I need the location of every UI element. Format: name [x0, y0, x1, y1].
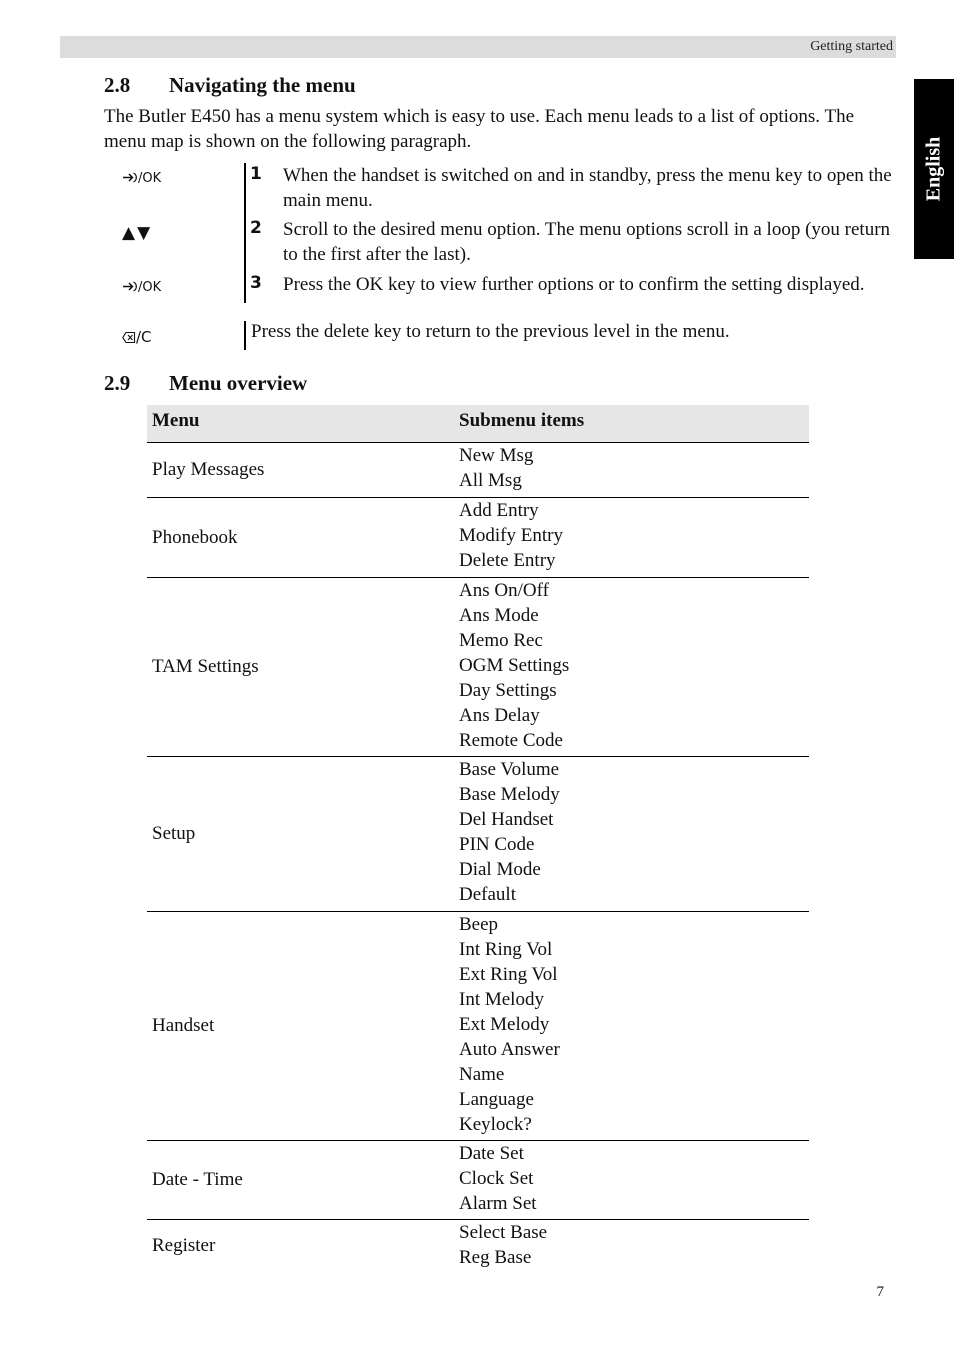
- note-divider: [244, 321, 246, 350]
- language-tab: [914, 79, 954, 259]
- submenu-item: Base Melody: [459, 784, 560, 805]
- submenu-item: Ans Mode: [459, 605, 539, 626]
- table-row: [147, 912, 809, 1141]
- key-label: /C: [136, 328, 152, 346]
- page-number: 7: [876, 1284, 884, 1300]
- submenu-item: New Msg: [459, 445, 534, 466]
- step-text: When the handset is switched on and in standby, press the menu key to open the main menu.: [283, 165, 892, 211]
- submenu-item: Language: [459, 1089, 534, 1110]
- table-row: [147, 443, 809, 498]
- submenu-item: All Msg: [459, 470, 522, 491]
- delete-key-icon: [122, 328, 152, 346]
- key-label: /OK: [138, 171, 162, 186]
- step-text: Scroll to the desired menu option. The menu options scroll in a loop (you return to the first after the last).: [283, 219, 891, 265]
- table-row: [147, 1141, 809, 1220]
- section-title: Navigating the menu: [169, 73, 356, 97]
- submenu-item: Delete Entry: [459, 550, 556, 571]
- submenu-item: Date Set: [459, 1143, 524, 1164]
- running-header: [60, 36, 896, 58]
- submenu-item: Clock Set: [459, 1168, 534, 1189]
- submenu-item: Int Melody: [459, 989, 544, 1010]
- language-tab-label: English: [922, 136, 945, 202]
- submenu-item: Default: [459, 884, 516, 905]
- note-text: Press the delete key to return to the previous level in the menu.: [251, 321, 730, 342]
- submenu-item: Name: [459, 1064, 505, 1085]
- submenu-list: [459, 912, 560, 1137]
- submenu-item: Add Entry: [459, 500, 539, 521]
- enter-arrow-icon: [122, 171, 138, 184]
- submenu-item: Modify Entry: [459, 525, 563, 546]
- scroll-up-down-icon: [122, 223, 152, 243]
- submenu-item: Int Ring Vol: [459, 939, 553, 960]
- submenu-item: Keylock?: [459, 1114, 532, 1135]
- menu-cell: Date - Time: [152, 1169, 243, 1190]
- header-section-label: Getting started: [810, 39, 893, 54]
- submenu-item: Ans On/Off: [459, 580, 549, 601]
- submenu-item: Reg Base: [459, 1247, 532, 1268]
- table-header: [147, 405, 809, 443]
- column-header-submenu: Submenu items: [459, 410, 585, 431]
- submenu-item: Dial Mode: [459, 859, 541, 880]
- submenu-item: Ext Melody: [459, 1014, 550, 1035]
- table-row: [147, 757, 809, 912]
- section-title: Menu overview: [169, 371, 308, 395]
- submenu-list: [459, 1141, 537, 1216]
- submenu-item: OGM Settings: [459, 655, 570, 676]
- menu-cell: Play Messages: [152, 459, 265, 480]
- submenu-list: [459, 498, 563, 573]
- menu-cell: TAM Settings: [152, 656, 259, 677]
- menu-ok-key-icon: [122, 171, 161, 186]
- delete-symbol-icon: [122, 331, 136, 344]
- menu-cell: Setup: [152, 823, 196, 844]
- step-text: Press the OK key to view further options or to confirm the setting displayed.: [283, 274, 865, 295]
- submenu-list: [459, 757, 560, 907]
- submenu-item: PIN Code: [459, 834, 535, 855]
- step-number: 1: [250, 164, 262, 184]
- step-number: 2: [250, 218, 262, 238]
- submenu-list: [459, 443, 533, 493]
- submenu-item: Memo Rec: [459, 630, 543, 651]
- menu-cell: Register: [152, 1235, 216, 1256]
- column-header-menu: Menu: [152, 410, 200, 431]
- table-row: [147, 1220, 809, 1272]
- step-divider: [244, 163, 246, 303]
- menu-ok-key-icon: [122, 280, 161, 295]
- submenu-item: Ext Ring Vol: [459, 964, 558, 985]
- submenu-item: Select Base: [459, 1222, 548, 1243]
- submenu-item: Base Volume: [459, 759, 560, 780]
- submenu-item: Ans Delay: [459, 705, 540, 726]
- menu-cell: Handset: [152, 1015, 215, 1036]
- key-label: ▲▼: [122, 223, 153, 243]
- enter-arrow-icon: [122, 280, 138, 293]
- submenu-item: Day Settings: [459, 680, 557, 701]
- table-row: [147, 498, 809, 578]
- submenu-list: [459, 578, 569, 753]
- submenu-list: [459, 1220, 547, 1270]
- step-number: 3: [250, 273, 262, 293]
- submenu-item: Beep: [459, 914, 499, 935]
- submenu-item: Auto Answer: [459, 1039, 560, 1060]
- section-number: 2.8: [104, 73, 131, 97]
- intro-paragraph: The Butler E450 has a menu system which is easy to use. Each menu leads to a list of options. The menu map is shown on the following paragraph.: [104, 106, 854, 152]
- table-row: [147, 578, 809, 757]
- section-number: 2.9: [104, 371, 131, 395]
- submenu-item: Remote Code: [459, 730, 563, 751]
- key-label: /OK: [138, 280, 162, 295]
- submenu-item: Alarm Set: [459, 1193, 537, 1214]
- menu-cell: Phonebook: [152, 526, 238, 548]
- submenu-item: Del Handset: [459, 809, 554, 830]
